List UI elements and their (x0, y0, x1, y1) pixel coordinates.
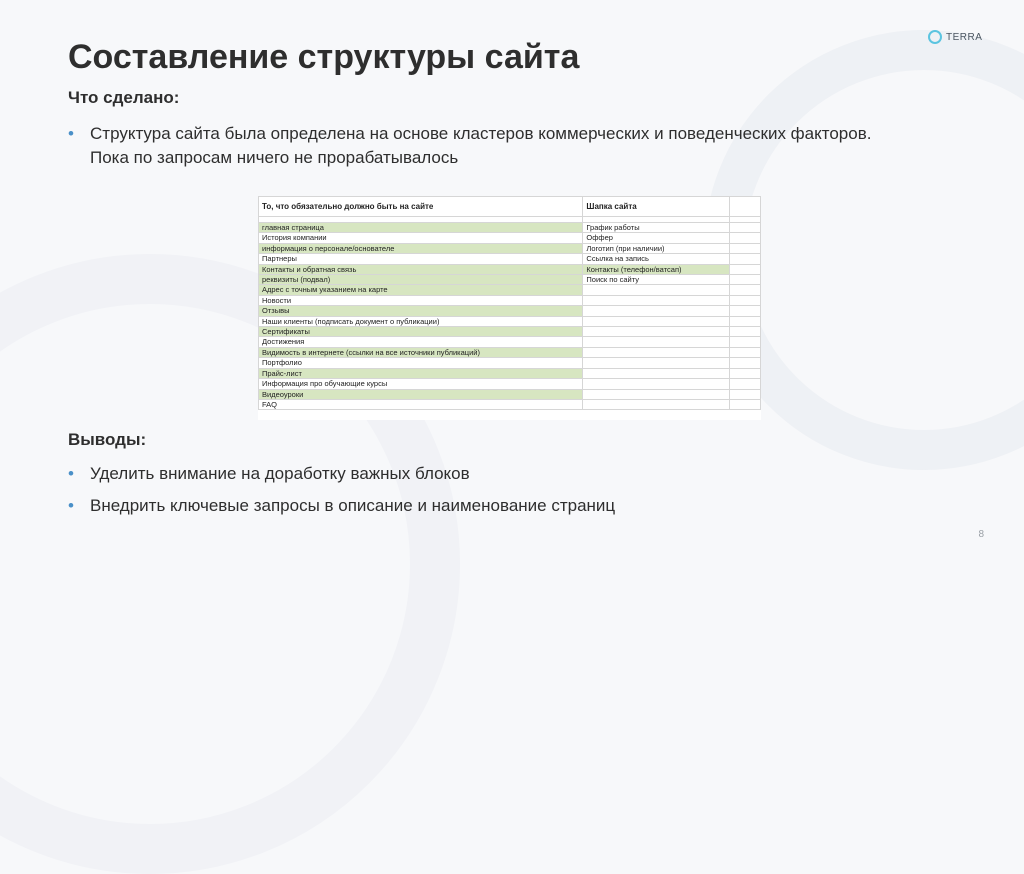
empty-cell (730, 316, 761, 326)
empty-cell (583, 368, 730, 378)
table-row (259, 264, 761, 274)
empty-cell (730, 389, 761, 399)
empty-cell (730, 264, 761, 274)
brand-name: TERRA (946, 31, 983, 43)
empty-cell (730, 275, 761, 285)
empty-cell (730, 399, 761, 409)
table-header-row (259, 197, 761, 217)
table-row (259, 316, 761, 326)
left-item-cell: FAQ (259, 399, 583, 409)
bullet-dot-icon: • (68, 496, 74, 515)
empty-cell (583, 327, 730, 337)
table-row (259, 243, 761, 253)
conclusion-bullet (68, 494, 615, 518)
empty-cell (730, 306, 761, 316)
left-item-cell: Видимость в интернете (ссылки на все источники публикаций) (259, 347, 583, 357)
left-item-cell: История компании (259, 233, 583, 243)
right-item-cell: Ссылка на запись (583, 254, 730, 264)
left-item-cell: Достижения (259, 337, 583, 347)
empty-cell (583, 295, 730, 305)
left-item-cell: Адрес с точным указанием на карте (259, 285, 583, 295)
empty-cell (730, 197, 761, 217)
empty-cell (583, 347, 730, 357)
empty-cell (583, 337, 730, 347)
empty-cell (730, 285, 761, 295)
left-item-cell: Партнеры (259, 254, 583, 264)
empty-cell (730, 358, 761, 368)
left-item-cell: реквизиты (подвал) (259, 275, 583, 285)
table-row (259, 223, 761, 233)
empty-cell (730, 223, 761, 233)
right-item-cell: Поиск по сайту (583, 275, 730, 285)
left-item-cell: Сертификаты (259, 327, 583, 337)
empty-cell (730, 368, 761, 378)
bullet-dot-icon: • (68, 464, 74, 483)
empty-cell (583, 285, 730, 295)
table-row (259, 358, 761, 368)
bullet-text: Структура сайта была определена на основе кластеров коммерческих и поведенческих факторов. Пока по запросам ничего не прорабатывалось (90, 124, 872, 167)
table-row (259, 379, 761, 389)
left-item-cell: Портфолио (259, 358, 583, 368)
left-item-cell: главная страница (259, 223, 583, 233)
table-row (259, 337, 761, 347)
left-item-cell: Наши клиенты (подписать документ о публикации) (259, 316, 583, 326)
table-row (259, 254, 761, 264)
left-item-cell: Контакты и обратная связь (259, 264, 583, 274)
empty-cell (583, 389, 730, 399)
empty-cell (730, 327, 761, 337)
table-row (259, 399, 761, 409)
empty-cell (583, 379, 730, 389)
empty-cell (583, 358, 730, 368)
table-row (259, 347, 761, 357)
table-row (259, 306, 761, 316)
table-row (259, 295, 761, 305)
empty-cell (730, 254, 761, 264)
conclusions-heading: Выводы: (68, 430, 147, 449)
bullet-text: Внедрить ключевые запросы в описание и наименование страниц (90, 496, 616, 515)
spreadsheet-image (258, 196, 761, 420)
done-bullet (68, 122, 908, 170)
right-item-cell: Оффер (583, 233, 730, 243)
site-structure-table (258, 196, 761, 410)
header-right-cell: Шапка сайта (583, 197, 730, 217)
page-number: 8 (978, 529, 984, 540)
empty-cell (583, 316, 730, 326)
table-row (259, 327, 761, 337)
right-item-cell: Логотип (при наличии) (583, 243, 730, 253)
empty-cell (583, 399, 730, 409)
conclusion-bullet (68, 462, 470, 486)
empty-cell (730, 233, 761, 243)
left-item-cell: Отзывы (259, 306, 583, 316)
empty-cell (730, 379, 761, 389)
right-item-cell: График работы (583, 223, 730, 233)
table-row (259, 275, 761, 285)
logo-ring-icon (928, 30, 942, 44)
header-left-cell: То, что обязательно должно быть на сайте (259, 197, 583, 217)
left-item-cell: Видеоуроки (259, 389, 583, 399)
empty-cell (730, 347, 761, 357)
bullet-dot-icon: • (68, 124, 74, 143)
slide-title: Составление структуры сайта (68, 38, 580, 76)
empty-cell (730, 295, 761, 305)
empty-cell (730, 337, 761, 347)
right-item-cell: Контакты (телефон/ватсап) (583, 264, 730, 274)
brand-logo (928, 30, 982, 44)
done-heading: Что сделано: (68, 88, 180, 107)
table-row (259, 368, 761, 378)
left-item-cell: Новости (259, 295, 583, 305)
bullet-text: Уделить внимание на доработку важных блоков (90, 464, 470, 483)
empty-cell (730, 243, 761, 253)
table-row (259, 233, 761, 243)
table-row (259, 389, 761, 399)
table-row (259, 285, 761, 295)
empty-cell (583, 306, 730, 316)
left-item-cell: информация о персонале/основателе (259, 243, 583, 253)
left-item-cell: Информация про обучающие курсы (259, 379, 583, 389)
left-item-cell: Прайс-лист (259, 368, 583, 378)
